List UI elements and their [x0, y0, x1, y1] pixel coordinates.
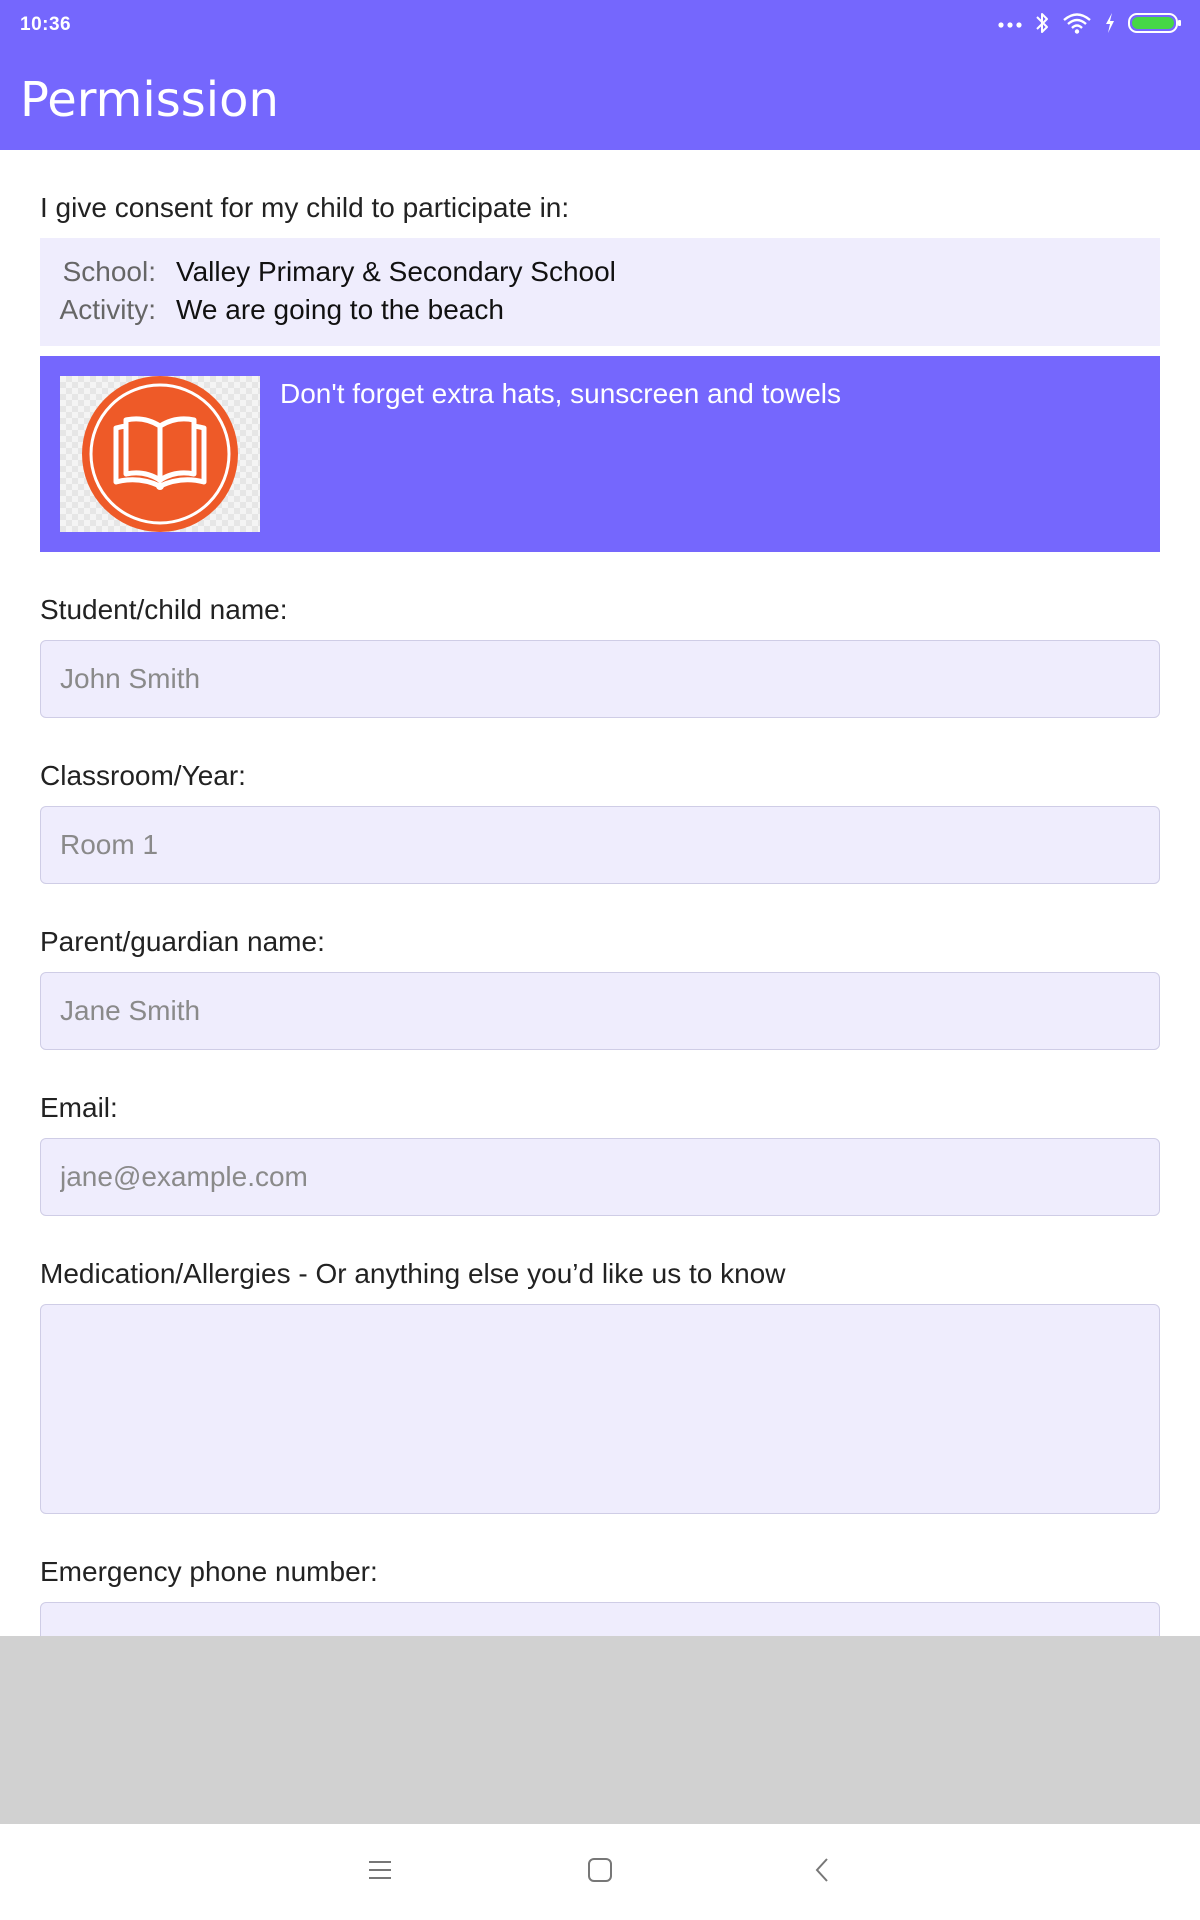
activity-info-box	[40, 238, 1160, 346]
student-name-input[interactable]	[40, 640, 1160, 718]
app-bar	[0, 50, 1200, 150]
reminder-banner	[40, 356, 1160, 552]
menu-icon	[367, 1859, 393, 1886]
student-name-label: Student/child name:	[40, 594, 288, 625]
classroom-input[interactable]	[40, 806, 1160, 884]
activity-value: We are going to the beach	[176, 294, 504, 325]
medication-label: Medication/Allergies - Or anything else you’d like us to know	[40, 1258, 786, 1289]
battery-icon	[1128, 12, 1182, 39]
consent-intro: I give consent for my child to participate in:	[40, 192, 570, 223]
page-title: Permission	[20, 72, 279, 128]
more-dots-icon	[998, 16, 1022, 34]
emergency-phone-label: Emergency phone number:	[40, 1556, 378, 1587]
status-bar	[0, 0, 1200, 50]
school-value: Valley Primary & Secondary School	[176, 256, 616, 287]
email-input[interactable]	[40, 1138, 1160, 1216]
home-icon	[587, 1857, 613, 1888]
parent-name-label: Parent/guardian name:	[40, 926, 325, 957]
book-icon	[80, 376, 240, 537]
medication-textarea[interactable]	[40, 1304, 1160, 1514]
keyboard-placeholder-overlay	[0, 1636, 1200, 1824]
home-button[interactable]	[570, 1842, 630, 1902]
menu-button[interactable]	[350, 1842, 410, 1902]
bluetooth-icon	[1034, 11, 1050, 40]
back-icon	[812, 1856, 832, 1889]
reminder-message: Don't forget extra hats, sunscreen and towels	[280, 378, 841, 409]
email-label: Email:	[40, 1092, 118, 1123]
parent-name-input[interactable]	[40, 972, 1160, 1050]
classroom-label: Classroom/Year:	[40, 760, 246, 791]
status-time: 10:36	[20, 14, 72, 35]
wifi-icon	[1062, 12, 1092, 39]
school-label: School:	[62, 256, 156, 287]
activity-label: Activity:	[59, 294, 156, 325]
navigation-bar	[0, 1824, 1200, 1920]
activity-image	[60, 376, 260, 532]
status-icons	[998, 10, 1182, 40]
charging-icon	[1104, 12, 1116, 39]
back-button[interactable]	[792, 1842, 852, 1902]
